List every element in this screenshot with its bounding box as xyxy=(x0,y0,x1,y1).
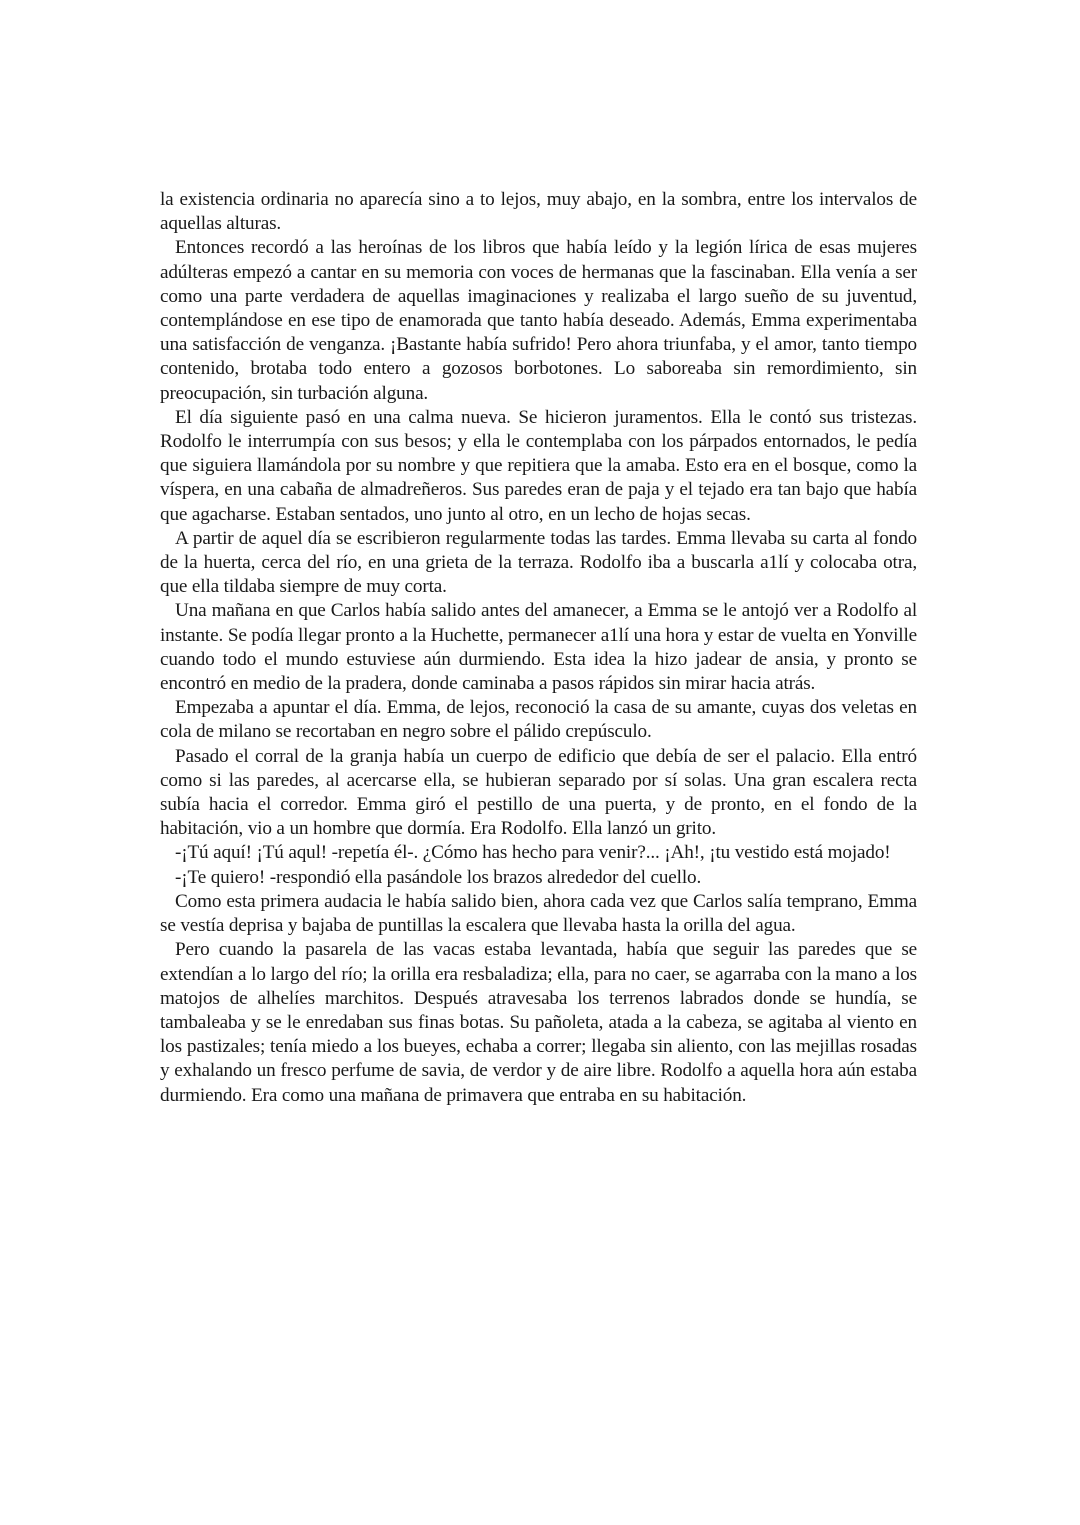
paragraph-audacia: Como esta primera audacia le había salido bien, ahora cada vez que Carlos salía temprano, Emma se vestía deprisa y bajaba de puntillas la escalera que llevaba hasta la orilla del agua. xyxy=(160,890,917,937)
document-page xyxy=(160,188,917,1108)
paragraph-continuation: la existencia ordinaria no aparecía sino a to lejos, muy abajo, en la sombra, entre los intervalos de aquellas alturas. xyxy=(160,189,917,235)
paragraph-apuntar-dia: Empezaba a apuntar el día. Emma, de lejos, reconoció la casa de su amante, cuyas dos veletas en cola de milano se recortaban en negro sobre el pálido crepúsculo. xyxy=(160,697,917,743)
paragraph-heroinas: Entonces recordó a las heroínas de los libros que había leído y la legión lírica de esas mujeres adúlteras empezó a cantar en su memoria con voces de hermanas que la fascinaban. Ella venía a ser como una parte verdadera de aquellas imaginaciones y realizaba el largo sueño de su juventud, contemplándose en ese tipo de enamorada que tanto había deseado. Además, Emma experimentaba una satisfacción de venganza. ¡Bastante había sufrido! Pero ahora triunfaba, y el amor, tanto tiempo contenido, brotaba todo entero a gozosos borbotones. Lo saboreaba sin remordimiento, sin preocupación, sin turbación alguna. xyxy=(160,237,917,404)
paragraph-dialogue-te-quiero: -¡Te quiero! -respondió ella pasándole los brazos alrededor del cuello. xyxy=(175,866,702,888)
paragraph-una-manana: Una mañana en que Carlos había salido antes del amanecer, a Emma se le antojó ver a Rodolfo al instante. Se podía llegar pronto a la Huchette, permanecer a1lí una hora y estar de vuelta en Yonville cuando todo el mundo estuviese aún durmiendo. Esta idea la hizo jadear de ansia, y pronto se encontró en medio de la pradera, donde caminaba a pasos rápidos sin mirar hacia atrás. xyxy=(160,600,917,695)
paragraph-pasarela: Pero cuando la pasarela de las vacas estaba levantada, había que seguir las paredes que se extendían a lo largo del río; la orilla era resbaladiza; ella, para no caer, se agarraba con la mano a los matojos de alhelíes marchitos. Después atravesaba los terrenos labrados donde se hundía, se tambaleaba y se le enredaban sus finas botas. Su pañoleta, atada a la cabeza, se agitaba al viento en los pastizales; tenía miedo a los bueyes, echaba a correr; llegaba sin aliento, con las mejillas rosadas y exhalando un fresco perfume de savia, de verdor y de aire libre. Rodolfo a aquella hora aún estaba durmiendo. Era como una mañana de primavera que entraba en su habitación. xyxy=(160,939,917,1106)
paragraph-corral: Pasado el corral de la granja había un cuerpo de edificio que debía de ser el palacio. Ella entró como si las paredes, al acercarse ella, se hubieran separado por sí solas. Una gran escalera recta subía hacia el corredor. Emma giró el pestillo de una puerta, y de pronto, en el fondo de la habitación, vio a un hombre que dormía. Era Rodolfo. Ella lanzó un grito. xyxy=(160,745,917,840)
paragraph-dia-siguiente: El día siguiente pasó en una calma nueva. Se hicieron juramentos. Ella le contó sus tristezas. Rodolfo le interrumpía con sus besos; y ella le contemplaba con los párpados entornados, le pedía que siguiera llamándola por su nombre y que repitiera que la amaba. Esto era en el bosque, como la víspera, en una cabaña de almadreñeros. Sus paredes eran de paja y el tejado era tan bajo que había que agacharse. Estaban sentados, uno junto al otro, en un lecho de hojas secas. xyxy=(160,406,917,525)
paragraph-cartas: A partir de aquel día se escribieron regularmente todas las tardes. Emma llevaba su carta al fondo de la huerta, cerca del río, en una grieta de la terraza. Rodolfo iba a buscarla a1lí y colocaba otra, que ella tildaba siempre de muy corta. xyxy=(160,527,917,598)
paragraph-dialogue-tu-aqui: -¡Tú aquí! ¡Tú aqul! -repetía él-. ¿Cómo has hecho para venir?... ¡Ah!, ¡tu vestido está mojado! xyxy=(175,842,891,864)
